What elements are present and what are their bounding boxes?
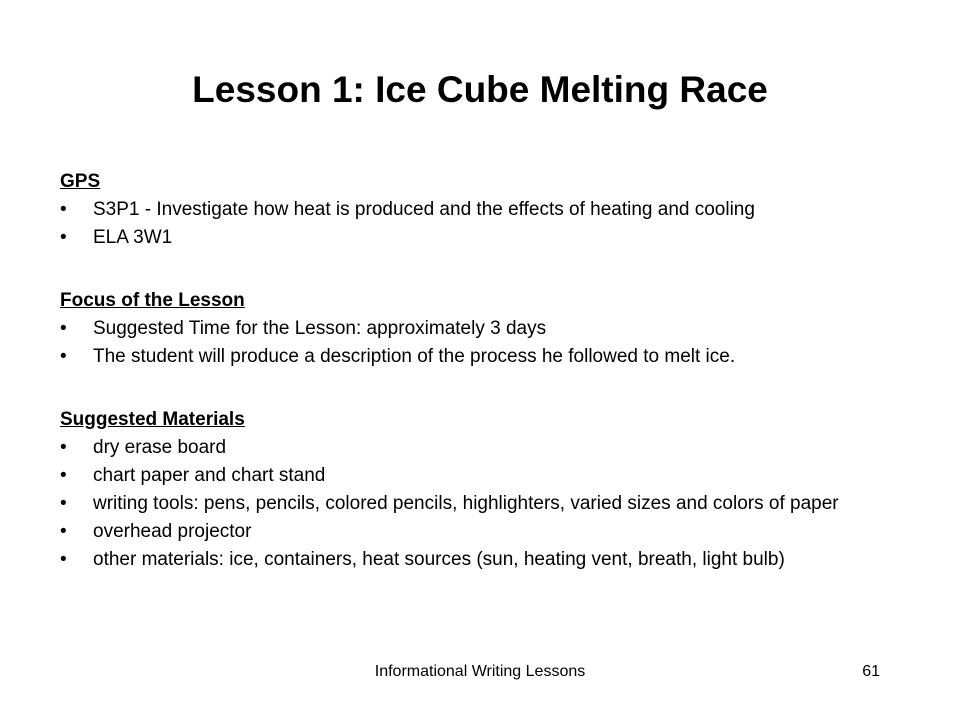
list-item bbox=[60, 494, 890, 514]
section-spacer bbox=[60, 256, 890, 291]
materials-list bbox=[60, 438, 890, 570]
list-item-text: ELA 3W1 bbox=[93, 227, 173, 248]
list-item-text: S3P1 - Investigate how heat is produced and the effects of heating and cooling bbox=[93, 199, 755, 220]
focus-list bbox=[60, 319, 890, 367]
list-item bbox=[60, 319, 890, 339]
bullet-icon: • bbox=[60, 318, 67, 339]
bullet-icon: • bbox=[60, 346, 67, 367]
list-item-text: other materials: ice, containers, heat sources (sun, heating vent, breath, light bulb) bbox=[93, 549, 785, 570]
page-number: 61 bbox=[862, 663, 880, 680]
section-spacer bbox=[60, 375, 890, 410]
list-item bbox=[60, 466, 890, 486]
list-item bbox=[60, 438, 890, 458]
slide-content bbox=[60, 172, 890, 578]
section-gps bbox=[60, 172, 890, 248]
gps-list bbox=[60, 200, 890, 248]
bullet-icon: • bbox=[60, 493, 67, 514]
list-item bbox=[60, 347, 890, 367]
bullet-icon: • bbox=[60, 437, 67, 458]
footer-text: Informational Writing Lessons bbox=[374, 663, 586, 680]
slide-title: Lesson 1: Ice Cube Melting Race bbox=[192, 69, 768, 110]
list-item-text: writing tools: pens, pencils, colored pencils, highlighters, varied sizes and colors of paper bbox=[93, 493, 839, 514]
bullet-icon: • bbox=[60, 227, 67, 248]
bullet-icon: • bbox=[60, 465, 67, 486]
section-heading-focus: Focus of the Lesson bbox=[60, 290, 245, 311]
bullet-icon: • bbox=[60, 199, 67, 220]
list-item-text: dry erase board bbox=[93, 437, 227, 458]
list-item-text: overhead projector bbox=[93, 521, 252, 542]
list-item-text: Suggested Time for the Lesson: approximately 3 days bbox=[93, 318, 547, 339]
section-focus bbox=[60, 291, 890, 367]
list-item-text: The student will produce a description of the process he followed to melt ice. bbox=[93, 346, 736, 367]
section-heading-materials: Suggested Materials bbox=[60, 409, 245, 430]
list-item-text: chart paper and chart stand bbox=[93, 465, 326, 486]
bullet-icon: • bbox=[60, 521, 67, 542]
section-heading-gps: GPS bbox=[60, 171, 101, 192]
section-materials bbox=[60, 410, 890, 570]
list-item bbox=[60, 522, 890, 542]
list-item bbox=[60, 550, 890, 570]
list-item bbox=[60, 228, 890, 248]
list-item bbox=[60, 200, 890, 220]
bullet-icon: • bbox=[60, 549, 67, 570]
